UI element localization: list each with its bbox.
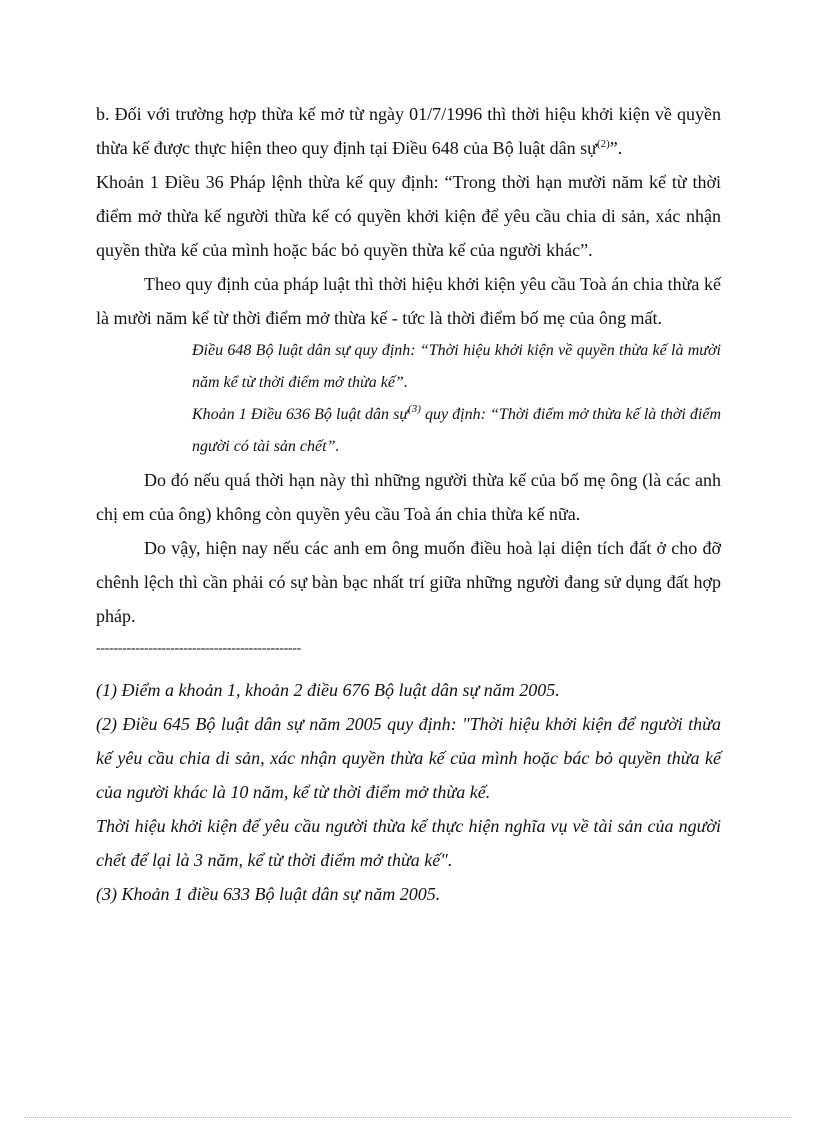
footnote-ref-2: (2) [596,138,610,150]
footnotes [96,673,721,911]
footnote-1: (1) Điểm a khoản 1, khoản 2 điều 676 Bộ luật dân sự năm 2005. [96,680,560,700]
quote-dieu-648: Điều 648 Bộ luật dân sự quy định: “Thời hiệu khởi kiện về quyền thừa kế là mười năm kể từ thời điểm mở thừa kế”. [192,342,721,391]
quote-khoan-1-dieu-636 [192,399,721,463]
paragraph-b [96,97,721,165]
paragraph-b-tail: ”. [609,138,623,158]
paragraph-do-do: Do đó nếu quá thời hạn này thì những người thừa kế của bố mẹ ông (là các anh chị em của ông) không còn quyền yêu cầu Toà án chia thừa kế nữa. [96,470,721,524]
footnote-2-continued: Thời hiệu khởi kiện để yêu cầu người thừa kế thực hiện nghĩa vụ về tài sản của người chết để lại là 3 năm, kể từ thời điểm mở thừa kế". [96,816,721,870]
quote-2-text: Khoản 1 Điều 636 Bộ luật dân sự [192,406,409,423]
paragraph-theo-quy-dinh: Theo quy định của pháp luật thì thời hiệu khởi kiện yêu cầu Toà án chia thừa kế là mười năm kể từ thời điểm mở thừa kế - tức là thời điểm bố mẹ của ông mất. [96,274,721,328]
paragraph-khoan-1: Khoản 1 Điều 36 Pháp lệnh thừa kế quy định: “Trong thời hạn mười năm kể từ thời điểm mở thừa kế người thừa kế có quyền khởi kiện để yêu cầu chia di sản, xác nhận quyền thừa kế của mình hoặc bác bỏ quyền thừa kế của người khác”. [96,172,721,260]
footnote-separator: ----------------------------------------------- [96,641,302,656]
paragraph-b-text: b. Đối với trường hợp thừa kế mở từ ngày 01/7/1996 thì thời hiệu khởi kiện về quyền thừa kế được thực hiện theo quy định tại Điều 648 của Bộ luật dân sự [96,104,721,158]
footnote-2: (2) Điều 645 Bộ luật dân sự năm 2005 quy định: "Thời hiệu khởi kiện để người thừa kế yêu cầu chia di sản, xác nhận quyền thừa kế của mình hoặc bác bỏ quyền thừa kế của người khác là 10 năm, kể từ thời điểm mở thừa kế. [96,714,721,802]
footnote-3: (3) Khoản 1 điều 633 Bộ luật dân sự năm 2005. [96,884,441,904]
document-body [96,97,721,659]
paragraph-do-vay: Do vậy, hiện nay nếu các anh em ông muốn điều hoà lại diện tích đất ở cho đỡ chênh lệch thì cần phải có sự bàn bạc nhất trí giữa những người đang sử dụng đất hợp pháp. [96,538,721,626]
footnote-ref-3: (3) [408,403,421,415]
page-bottom-border [24,1117,792,1118]
quote-2-tail: quy định: “Thời điểm mở thừa kế là thời điểm người có tài sản chết”. [192,406,722,455]
